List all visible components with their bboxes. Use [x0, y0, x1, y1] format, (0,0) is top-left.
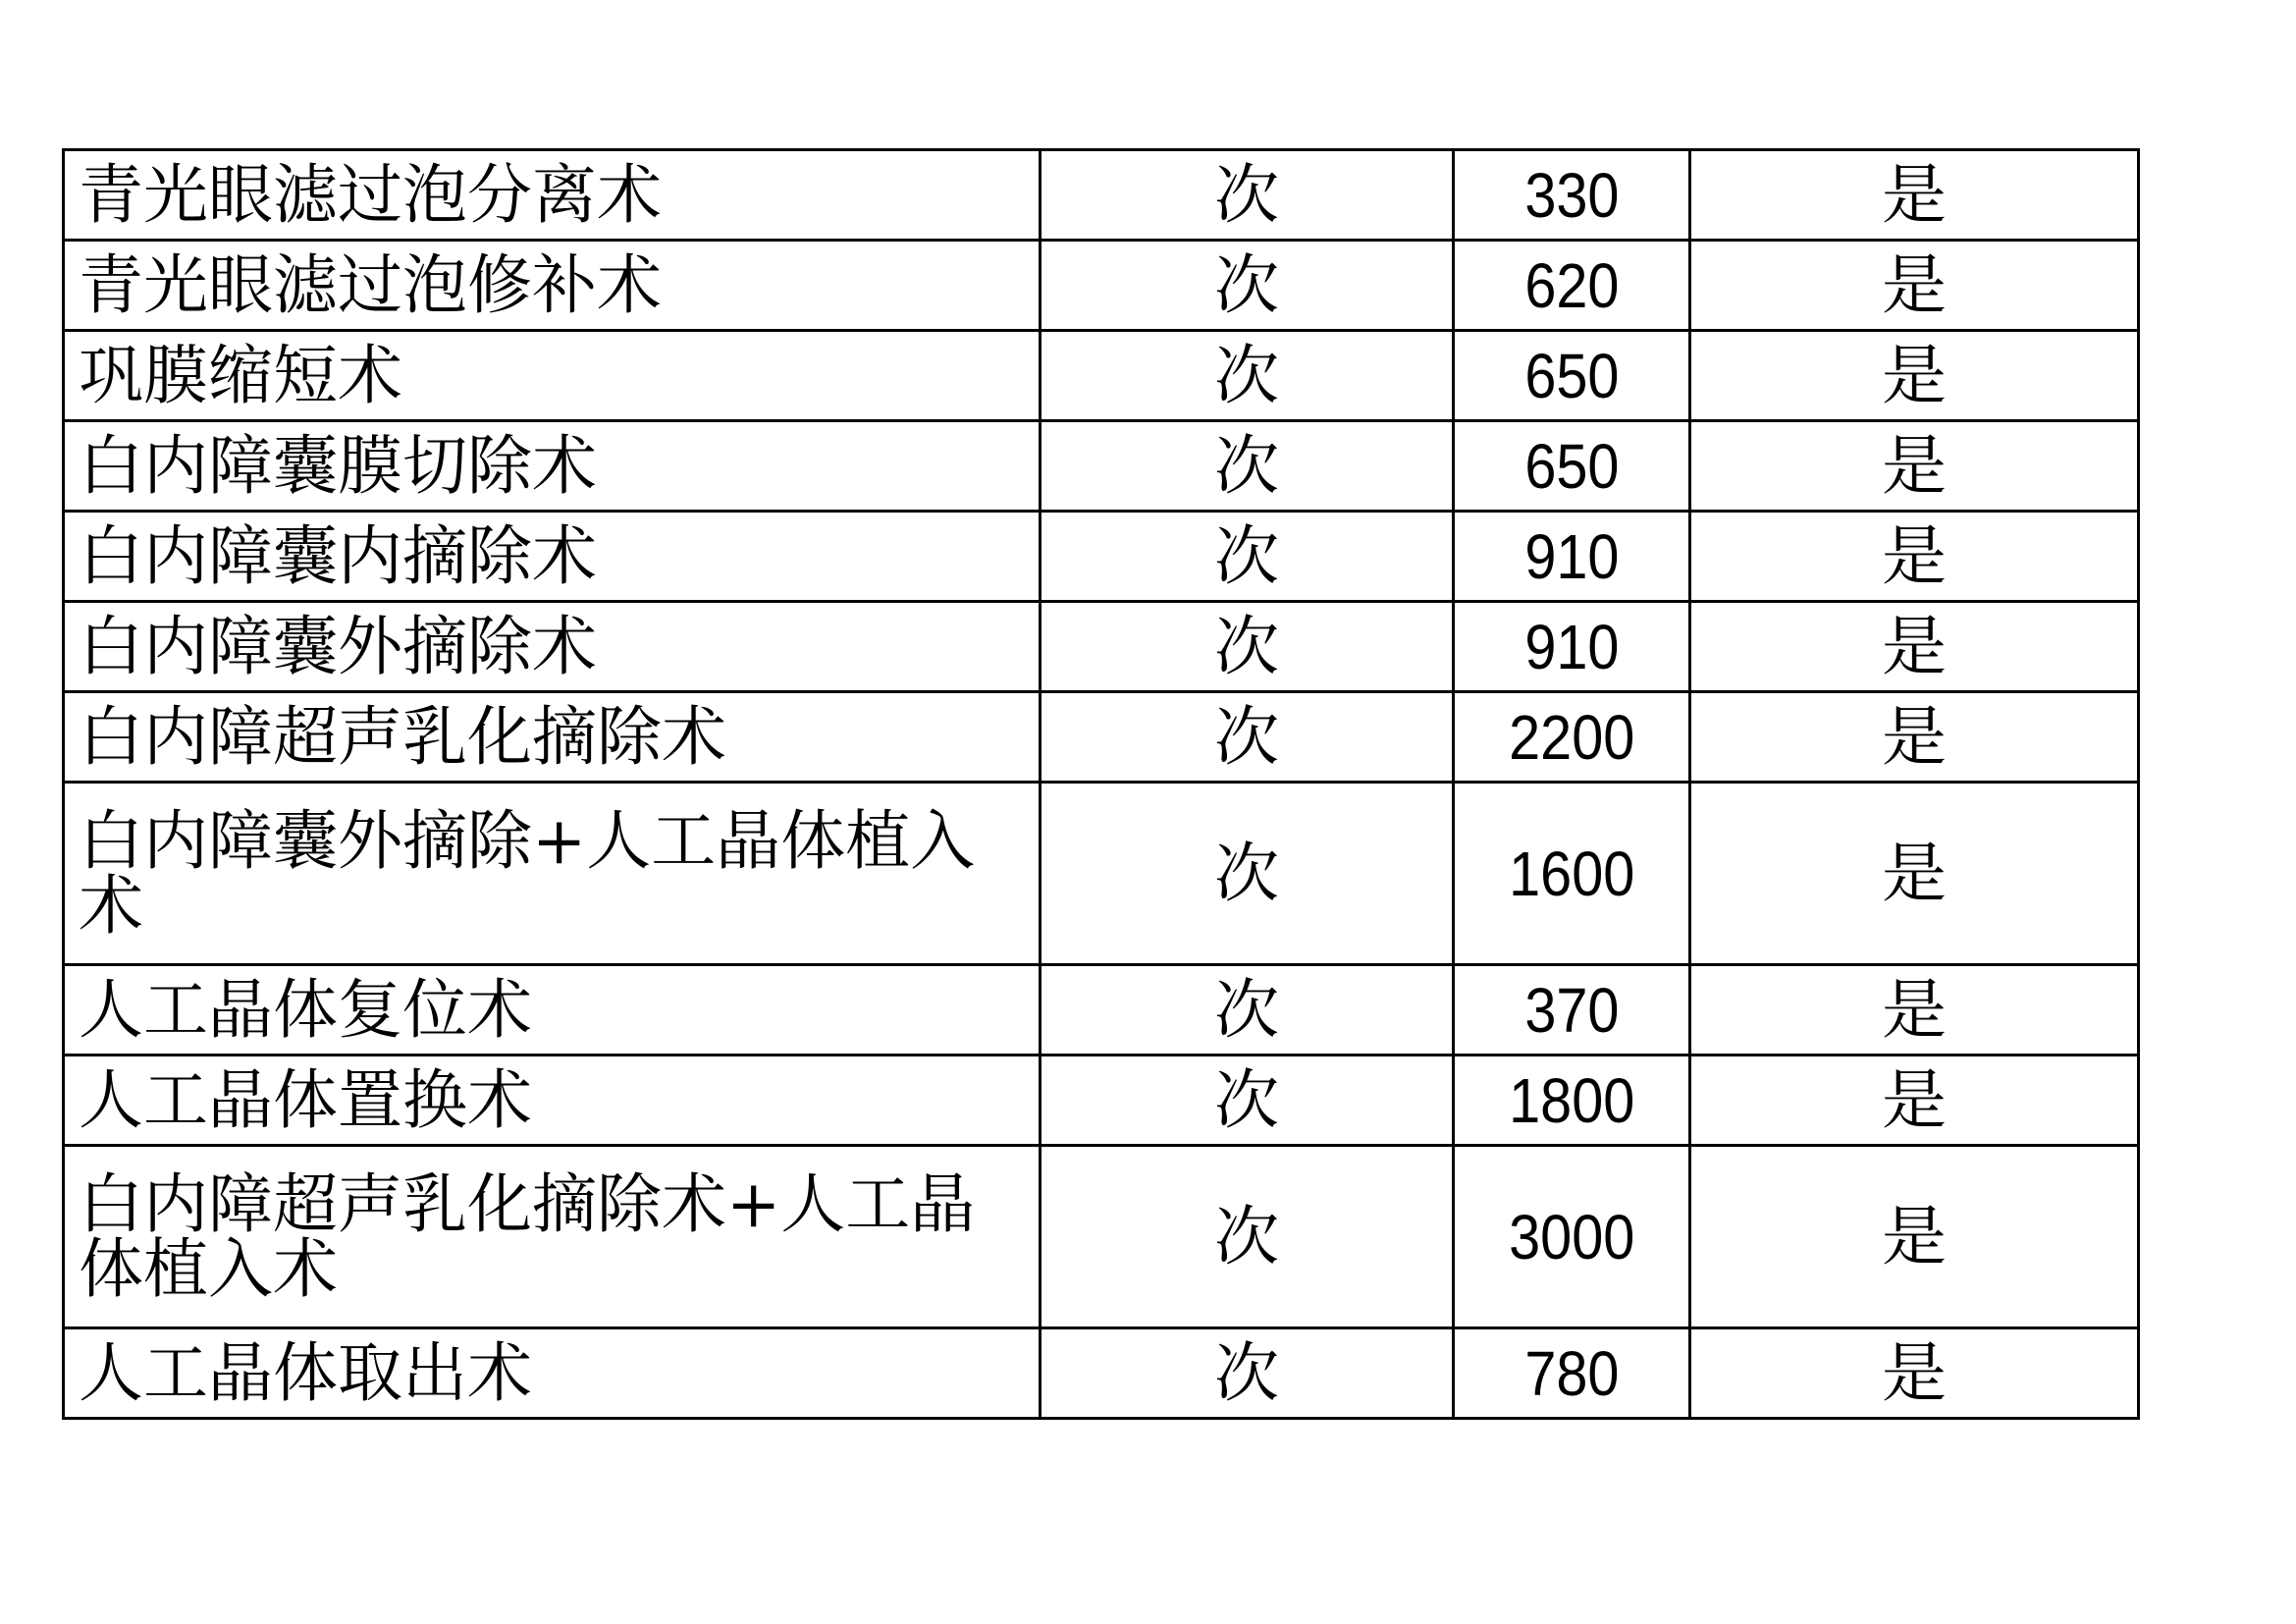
price-value: 620 — [1523, 249, 1620, 321]
procedure-name-cell: 白内障囊膜切除术 — [64, 421, 1041, 512]
price-cell — [1454, 331, 1690, 421]
procedure-name-cell: 白内障囊外摘除术 — [64, 602, 1041, 692]
procedure-name-cell: 青光眼滤过泡修补术 — [64, 241, 1041, 331]
table-row — [64, 602, 2139, 692]
flag-cell: 是 — [1690, 150, 2139, 241]
price-cell — [1454, 783, 1690, 965]
flag-cell: 是 — [1690, 1328, 2139, 1419]
price-value: 330 — [1523, 159, 1620, 231]
price-value: 1600 — [1508, 838, 1635, 909]
unit-cell: 次 — [1041, 692, 1454, 783]
unit-cell: 次 — [1041, 1328, 1454, 1419]
unit-cell: 次 — [1041, 150, 1454, 241]
table-row — [64, 1056, 2139, 1146]
price-cell — [1454, 241, 1690, 331]
price-value: 370 — [1523, 974, 1620, 1046]
table-row — [64, 512, 2139, 602]
procedure-name-cell: 人工晶体复位术 — [64, 965, 1041, 1056]
flag-cell: 是 — [1690, 512, 2139, 602]
flag-cell: 是 — [1690, 331, 2139, 421]
unit-cell: 次 — [1041, 1056, 1454, 1146]
price-cell — [1454, 602, 1690, 692]
price-value: 650 — [1523, 340, 1620, 411]
unit-cell: 次 — [1041, 512, 1454, 602]
procedure-name-cell: 人工晶体取出术 — [64, 1328, 1041, 1419]
price-value: 910 — [1523, 611, 1620, 682]
table-row — [64, 241, 2139, 331]
procedure-name-cell: 青光眼滤过泡分离术 — [64, 150, 1041, 241]
table-row — [64, 150, 2139, 241]
procedure-name-cell: 白内障囊内摘除术 — [64, 512, 1041, 602]
flag-cell: 是 — [1690, 965, 2139, 1056]
price-cell — [1454, 692, 1690, 783]
flag-cell: 是 — [1690, 421, 2139, 512]
unit-cell: 次 — [1041, 1146, 1454, 1328]
procedure-name-cell: 白内障囊外摘除+人工晶体植入术 — [64, 783, 1041, 965]
price-value: 1800 — [1508, 1064, 1635, 1136]
table-row — [64, 331, 2139, 421]
procedure-name-cell: 白内障超声乳化摘除术+人工晶体植入术 — [64, 1146, 1041, 1328]
price-value: 910 — [1523, 520, 1620, 592]
table-row — [64, 1146, 2139, 1328]
flag-cell: 是 — [1690, 241, 2139, 331]
fee-table-body — [64, 150, 2139, 1419]
flag-cell: 是 — [1690, 602, 2139, 692]
unit-cell: 次 — [1041, 331, 1454, 421]
price-cell — [1454, 1146, 1690, 1328]
price-cell — [1454, 965, 1690, 1056]
price-value: 650 — [1523, 430, 1620, 502]
table-row — [64, 421, 2139, 512]
unit-cell: 次 — [1041, 783, 1454, 965]
unit-cell: 次 — [1041, 602, 1454, 692]
flag-cell: 是 — [1690, 692, 2139, 783]
flag-cell: 是 — [1690, 783, 2139, 965]
table-row — [64, 965, 2139, 1056]
fee-table — [62, 148, 2140, 1420]
price-cell — [1454, 1328, 1690, 1419]
unit-cell: 次 — [1041, 421, 1454, 512]
procedure-name-cell: 人工晶体置换术 — [64, 1056, 1041, 1146]
table-row — [64, 783, 2139, 965]
table-row — [64, 1328, 2139, 1419]
flag-cell: 是 — [1690, 1056, 2139, 1146]
unit-cell: 次 — [1041, 965, 1454, 1056]
price-value: 3000 — [1508, 1201, 1635, 1272]
unit-cell: 次 — [1041, 241, 1454, 331]
procedure-name-cell: 白内障超声乳化摘除术 — [64, 692, 1041, 783]
price-cell — [1454, 150, 1690, 241]
price-cell — [1454, 421, 1690, 512]
price-cell — [1454, 512, 1690, 602]
price-cell — [1454, 1056, 1690, 1146]
flag-cell: 是 — [1690, 1146, 2139, 1328]
price-value: 2200 — [1508, 701, 1635, 773]
price-value: 780 — [1523, 1337, 1620, 1409]
procedure-name-cell: 巩膜缩短术 — [64, 331, 1041, 421]
table-row — [64, 692, 2139, 783]
